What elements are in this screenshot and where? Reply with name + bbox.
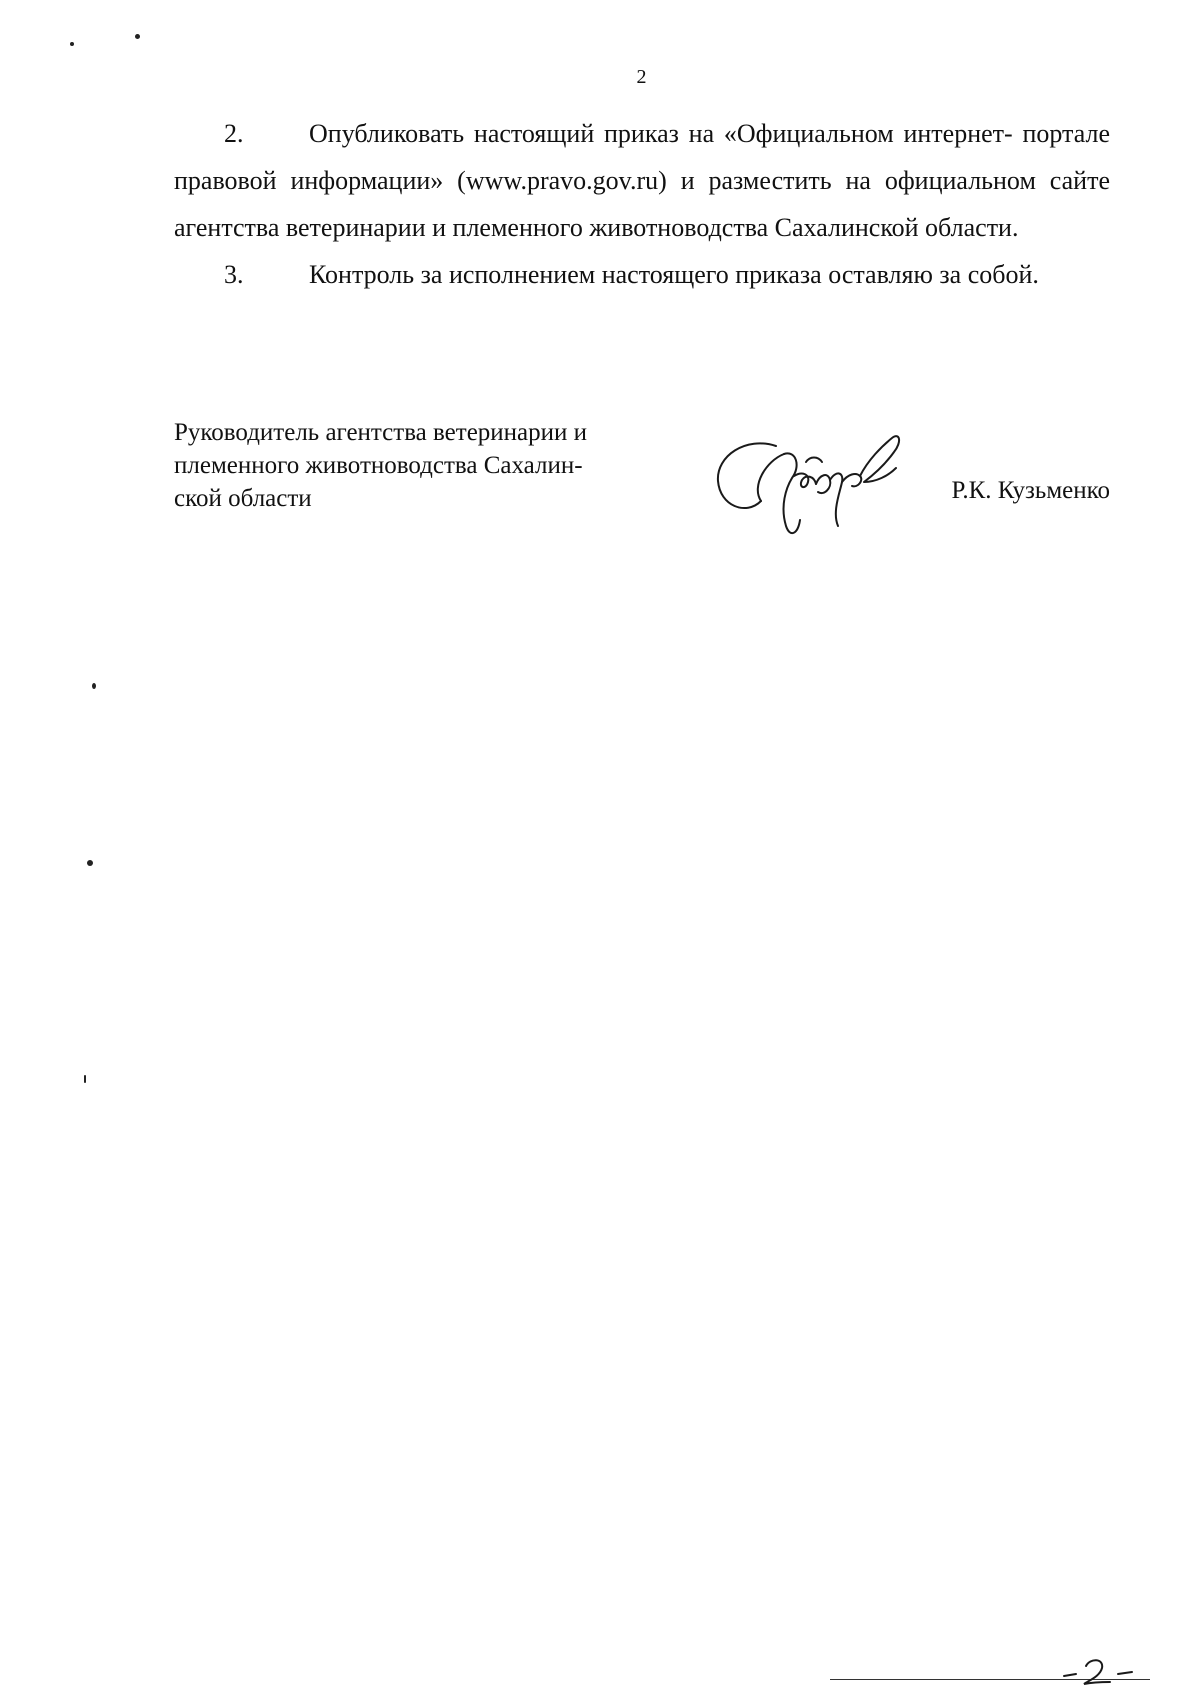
scan-speck [135,34,140,39]
scan-speck [70,42,74,46]
handwritten-signature [706,416,906,546]
scan-speck [84,1075,86,1083]
scan-speck [87,860,93,866]
paragraph-text: Контроль за исполнением настоящего приказа оставляю за собой. [309,260,1039,289]
paragraph-number: 3. [224,260,244,289]
document-body [174,110,1110,298]
signature-block [174,416,1110,546]
handwritten-page-mark [1060,1652,1140,1692]
scan-speck [92,683,96,689]
page-number: 2 [636,66,647,88]
signer-position-line: Руководитель агентства ветеринарии и [174,419,588,446]
paragraph-text-continued: портале правовой информации» (www.pravo.gov.ru) и разместить на официальном сайте агентства ветеринарии и племенного животноводства Сахалинской области. [174,119,1110,242]
signer-position [174,416,644,515]
paragraph-2 [174,110,1110,251]
signer-name: Р.К. Кузьменко [951,477,1110,504]
paragraph-number: 2. [224,119,244,148]
paragraph-text: Опубликовать настоящий приказ на «Официальном интернет- [309,119,1013,148]
paragraph-3 [174,251,1110,298]
signer-position-line: ской области [174,485,312,512]
signer-position-line: племенного животноводства Сахалин- [174,452,583,479]
